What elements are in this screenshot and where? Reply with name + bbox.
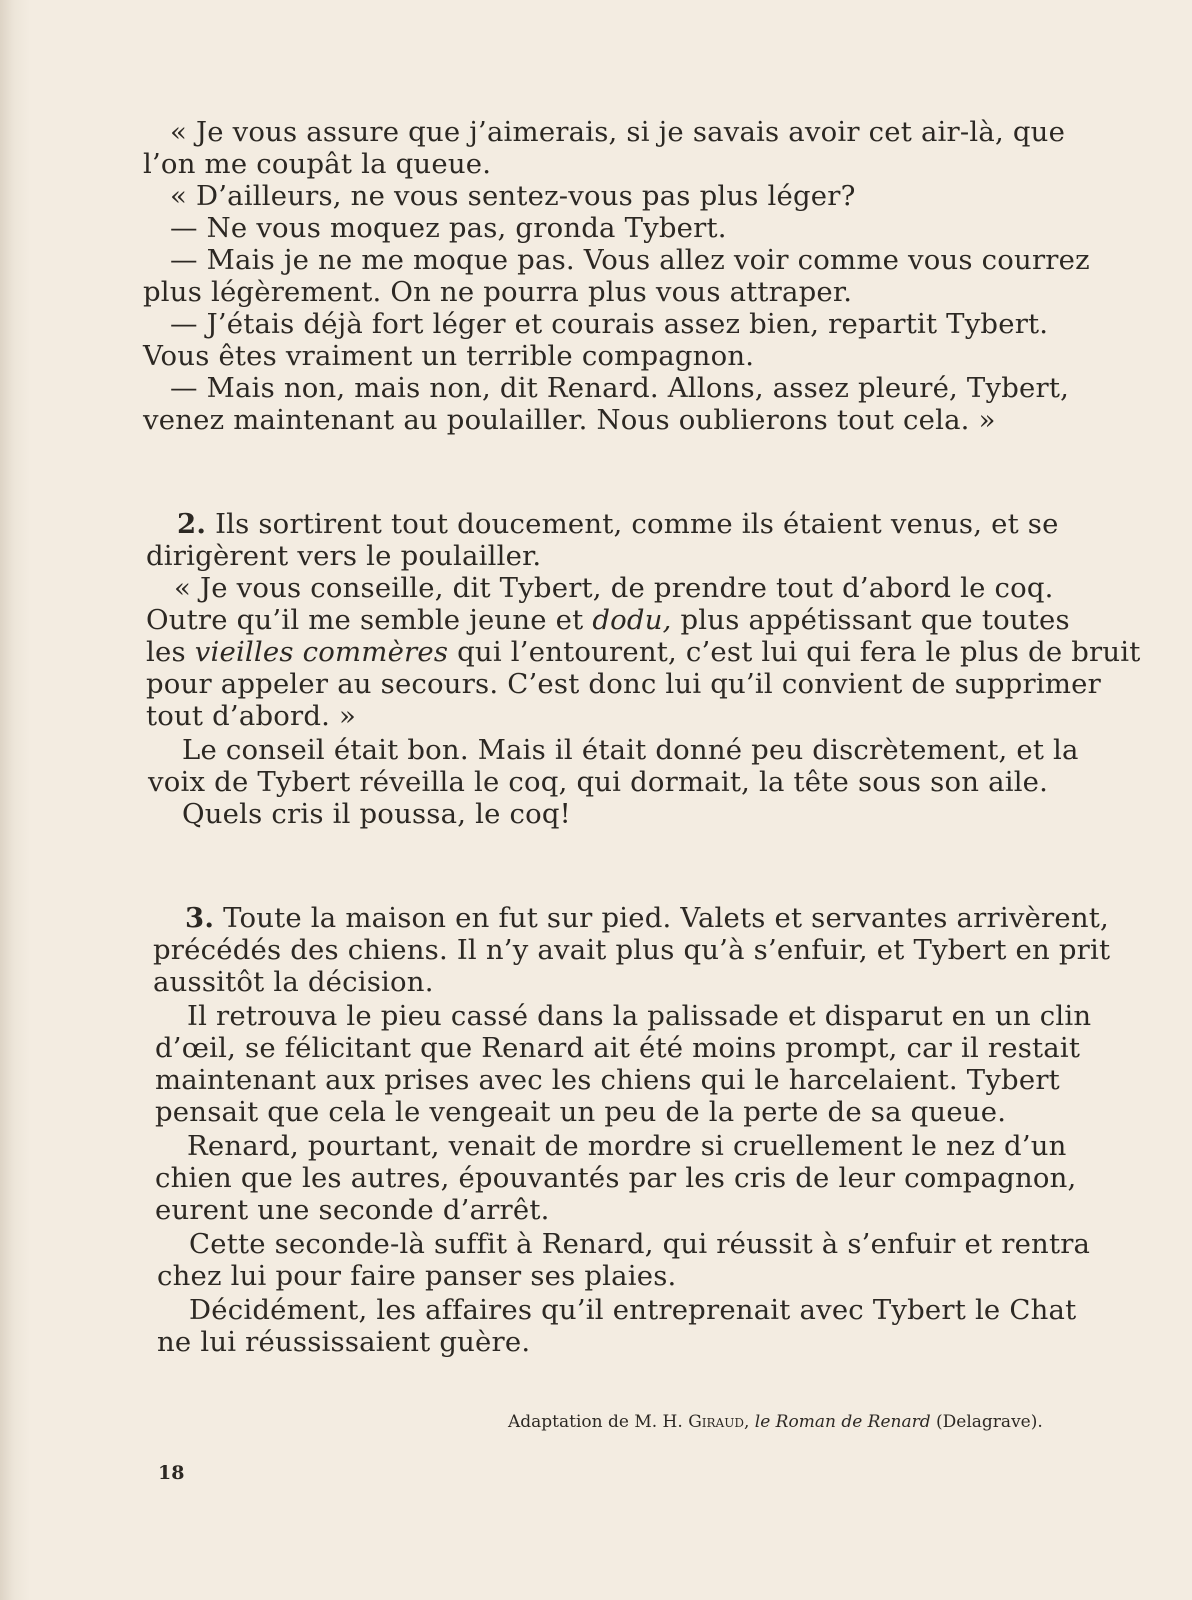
text-line: eurent une seconde d’arrêt. xyxy=(155,1194,550,1226)
text-line: pensait que cela le vengeait un peu de la perte de sa queue. xyxy=(155,1096,1007,1128)
text-line: — Mais je ne me moque pas. Vous allez voir comme vous courrez xyxy=(170,244,1090,276)
text-line: pour appeler au secours. C’est donc lui qu’il convient de supprimer xyxy=(146,668,1101,700)
text-line: — Ne vous moquez pas, gronda Tybert. xyxy=(170,212,727,244)
attribution-prefix: Adaptation de M. H. xyxy=(508,1412,689,1432)
text-line: — J’étais déjà fort léger et courais assez bien, repartit Tybert. xyxy=(170,308,1049,340)
text-span: les xyxy=(146,636,195,668)
attribution-title: le Roman de Renard xyxy=(754,1412,931,1432)
text-line: chez lui pour faire panser ses plaies. xyxy=(157,1260,677,1292)
italic-word: dodu, xyxy=(592,604,672,636)
text-line: Le conseil était bon. Mais il était donné peu discrètement, et la xyxy=(182,734,1079,766)
paragraph-start xyxy=(177,508,1059,540)
text-line: — Mais non, mais non, dit Renard. Allons, assez pleuré, Tybert, xyxy=(170,372,1070,404)
text-line: Décidément, les affaires qu’il entreprenait avec Tybert le Chat xyxy=(189,1294,1077,1326)
text-span: plus appétissant que toutes xyxy=(671,604,1070,636)
text-line: Il retrouva le pieu cassé dans la palissade et disparut en un clin xyxy=(187,1000,1092,1032)
text-line: Renard, pourtant, venait de mordre si cruellement le nez d’un xyxy=(187,1130,1067,1162)
paragraph-start xyxy=(185,902,1109,934)
italic-phrase: vieilles commères xyxy=(194,636,449,668)
text-span: Toute la maison en fut sur pied. Valets et servantes arrivèrent, xyxy=(223,902,1109,934)
text-line: dirigèrent vers le poulailler. xyxy=(146,540,542,572)
text-line: Vous êtes vraiment un terrible compagnon. xyxy=(143,340,755,372)
section-number: 2. xyxy=(177,508,207,540)
text-line: « Je vous assure que j’aimerais, si je savais avoir cet air-là, que xyxy=(170,116,1066,148)
attribution xyxy=(508,1412,1043,1432)
text-span: qui l’entourent, c’est lui qui fera le plus de bruit xyxy=(448,636,1141,668)
text-span: Ils sortirent tout doucement, comme ils étaient venus, et se xyxy=(215,508,1059,540)
text-line: maintenant aux prises avec les chiens qui le harcelaient. Tybert xyxy=(155,1064,1060,1096)
text-line: « D’ailleurs, ne vous sentez-vous pas plus léger? xyxy=(170,180,856,212)
text-line: aussitôt la décision. xyxy=(153,966,434,998)
attribution-separator: , xyxy=(743,1412,755,1432)
text-line xyxy=(146,604,1070,636)
attribution-author: Giraud xyxy=(688,1412,744,1432)
text-line: venez maintenant au poulailler. Nous oublierons tout cela. » xyxy=(143,404,996,436)
page-number: 18 xyxy=(158,1462,185,1484)
text-line: Cette seconde-là suffit à Renard, qui réussit à s’enfuir et rentra xyxy=(189,1228,1091,1260)
text-line: précédés des chiens. Il n’y avait plus qu’à s’enfuir, et Tybert en prit xyxy=(153,934,1111,966)
text-line xyxy=(146,636,1141,668)
text-line: « Je vous conseille, dit Tybert, de prendre tout d’abord le coq. xyxy=(174,572,1054,604)
text-line: voix de Tybert réveilla le coq, qui dormait, la tête sous son aile. xyxy=(148,766,1049,798)
text-line: d’œil, se félicitant que Renard ait été moins prompt, car il restait xyxy=(155,1032,1081,1064)
text-line: Quels cris il poussa, le coq! xyxy=(182,798,571,830)
text-span: Outre qu’il me semble jeune et xyxy=(146,604,593,636)
attribution-publisher: (Delagrave). xyxy=(930,1412,1043,1432)
text-line: ne lui réussissaient guère. xyxy=(157,1326,531,1358)
section-number: 3. xyxy=(185,902,215,934)
text-line: plus légèrement. On ne pourra plus vous attraper. xyxy=(143,276,853,308)
text-line: l’on me coupât la queue. xyxy=(143,148,492,180)
text-line: tout d’abord. » xyxy=(146,700,357,732)
text-line: chien que les autres, épouvantés par les cris de leur compagnon, xyxy=(155,1162,1077,1194)
